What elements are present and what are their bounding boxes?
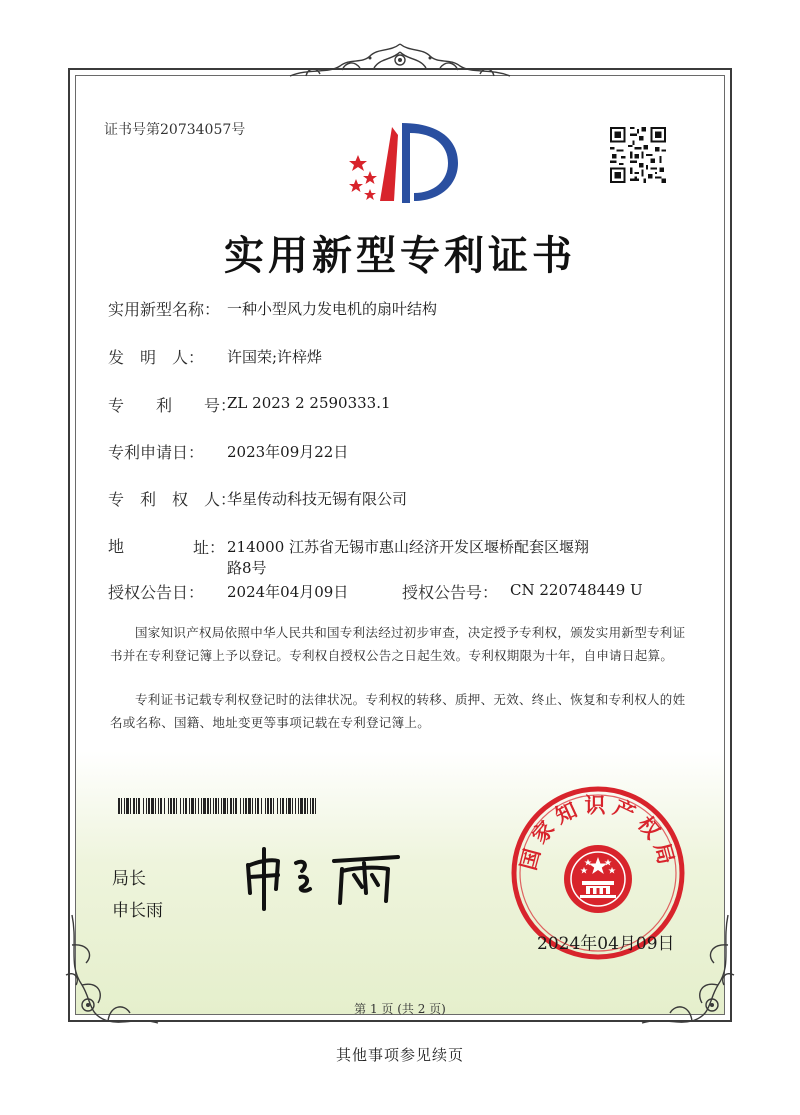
grant-statement-paragraph: 国家知识产权局依照中华人民共和国专利法经过初步审查，决定授予专利权，颁发实用新型专利证书并在专利登记簿上予以登记。专利权自授权公告之日起生效。专利权期限为十年，自申请日起算。 [110,625,686,663]
inventor-label: 发 明 人： [108,348,205,367]
patentee-label: 专 利 权 人： [108,490,237,509]
cnipa-logo-icon [336,115,466,210]
application-date-label: 专利申请日： [108,443,205,462]
handwritten-signature-icon [238,843,418,913]
grant-date-label: 授权公告日： [108,583,205,602]
utility-model-name-value: 一种小型风力发电机的扇叶结构 [227,300,438,318]
utility-model-name-label: 实用新型名称： [108,300,221,319]
address-label-start: 地 [108,537,125,556]
inventor-value: 许国荣;许梓烨 [227,348,323,366]
page-number: 第 1 页 (共 2 页) [354,1002,446,1016]
seal-date: 2024年04月09日 [537,934,675,954]
top-ornament [270,38,530,86]
grant-date-value: 2024年04月09日 [227,583,349,601]
page-title: 实用新型专利证书 [224,233,576,279]
patent-number-label: 专 利 号： [108,396,237,415]
patent-number-value: ZL 2023 2 2590333.1 [227,394,391,412]
qr-code-icon [610,127,666,183]
legal-status-paragraph: 专利证书记载专利权登记时的法律状况。专利权的转移、质押、无效、终止、恢复和专利权人的姓名或名称、国籍、地址变更等事项记载在专利登记簿上。 [110,692,686,730]
signatory-name: 申长雨 [112,901,163,921]
patentee-value: 华星传动科技无锡有限公司 [227,490,408,508]
seal-text-path: 国家知识产权局 [516,793,680,873]
address-line-2: 路8号 [227,559,267,577]
grant-number-value: CN 220748449 U [510,581,643,599]
certificate-number: 证书号第20734057号 [104,122,246,138]
continued-note: 其他事项参见续页 [335,1046,464,1064]
address-label-end: 址： [193,538,226,557]
signatory-title: 局长 [112,869,146,889]
barcode-icon [118,798,318,814]
application-date-value: 2023年09月22日 [227,443,349,461]
grant-number-label: 授权公告号： [402,583,499,602]
address-line-1: 214000 江苏省无锡市惠山经济开发区堰桥配套区堰翔 [227,538,590,556]
